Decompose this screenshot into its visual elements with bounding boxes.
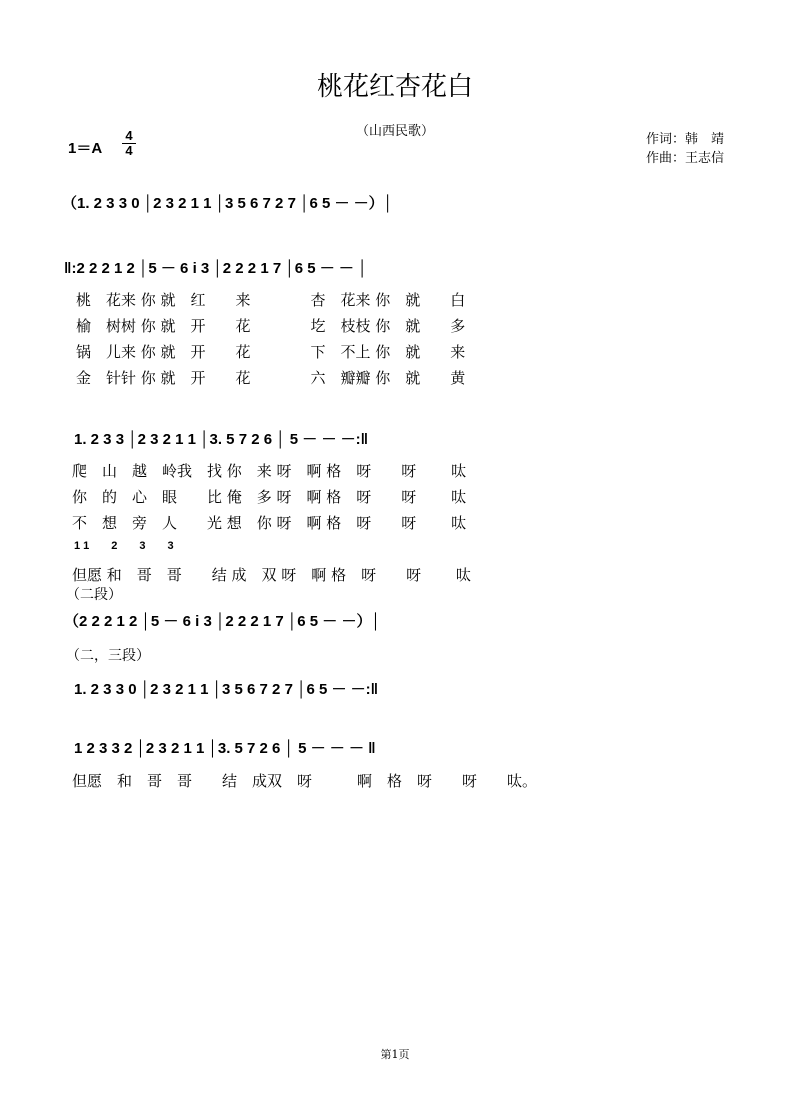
chorus-lyric-1: 爬 山 越 岭我 找 你 来 呀 啊 格 呀 呀 呔: [72, 462, 467, 480]
time-signature-bottom: 4: [122, 143, 136, 158]
composer-credit: 作曲：王志信: [646, 151, 725, 166]
final-melody: 1 2 3 3 2 │2 3 2 1 1 │3. 5 7 2 6 │ 5 － － － ‖: [74, 740, 376, 757]
verse-lyric-1: 桃 花来 你 就 红 来 杏 花来 你 就 白: [76, 291, 466, 309]
time-signature-top: 4: [125, 128, 133, 143]
key-signature: 1＝A: [68, 140, 103, 157]
chorus-lyric-4: 但愿 和 哥 哥 结 成 双 呀 啊 格 呀 呀 呔: [72, 566, 471, 584]
verse-melody: ‖:2 2 2 1 2 │5 － 6 i 3 │2 2 2 1 7 │6 5 － － │: [64, 260, 368, 277]
chorus-lyric-2: 你 的 心 眼 比 俺 多 呀 啊 格 呀 呀 呔: [72, 488, 467, 506]
song-title: 桃花红杏花白: [316, 72, 473, 102]
time-signature: [122, 129, 136, 158]
intro-melody: （1. 2 3 3 0 │2 3 2 1 1 │3 5 6 7 2 7 │6 5 － －）│: [62, 195, 394, 212]
page-footer: 第1页: [380, 1048, 410, 1061]
second-section-label: （二段）: [66, 587, 122, 603]
second-third-section-label: （二，三段）: [66, 648, 150, 664]
song-subtitle: （山西民歌）: [355, 124, 434, 139]
lyricist-credit: 作词：韩 靖: [646, 132, 725, 147]
final-lyrics: 但愿 和 哥 哥 结 成双 呀 啊 格 呀 呀 呔。: [72, 772, 538, 790]
third-melody: 1. 2 3 3 0 │2 3 2 1 1 │3 5 6 7 2 7 │6 5 － －:‖: [74, 681, 379, 698]
chorus-lyric-3: 不 想 旁 人 光 想 你 呀 啊 格 呀 呀 呔: [72, 514, 467, 532]
verse-lyric-3: 锅 儿来 你 就 开 花 下 不上 你 就 来: [76, 343, 466, 361]
chorus-melody: 1. 2 3 3 │2 3 2 1 1 │3. 5 7 2 6 │ 5 － － －:‖: [74, 431, 369, 448]
second-melody: （2 2 2 1 2 │5 － 6 i 3 │2 2 2 1 7 │6 5 － －）│: [64, 613, 381, 630]
verse-lyric-2: 榆 树树 你 就 开 花 圪 枝枝 你 就 多: [76, 317, 466, 335]
alt-notes: 1 1 2 3 3: [74, 540, 174, 552]
verse-lyric-4: 金 针针 你 就 开 花 六 瓣瓣 你 就 黄: [76, 369, 466, 387]
